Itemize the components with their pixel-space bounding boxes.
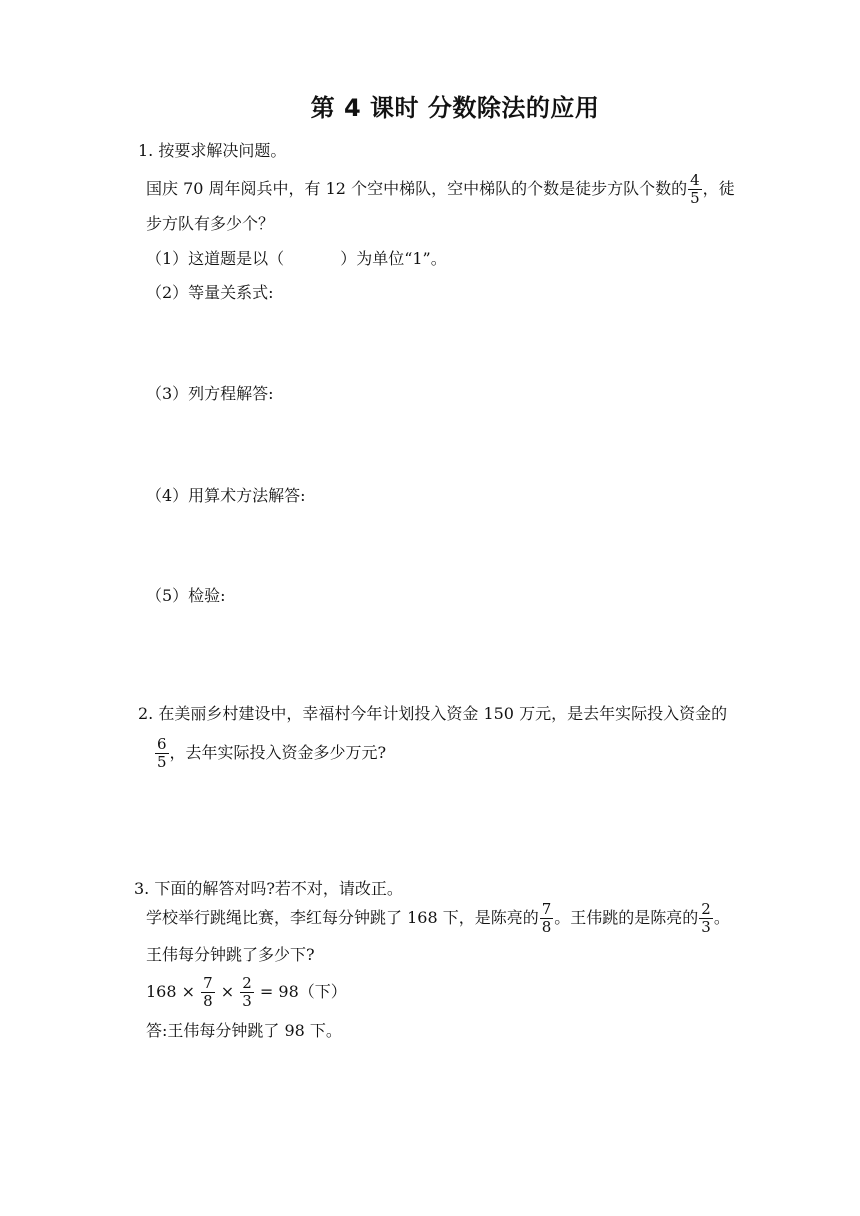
fraction-denominator: 8 [541, 918, 552, 936]
question-2-text: ，去年实际投入资金多少万元? [169, 743, 387, 762]
fraction-numerator: 4 [690, 171, 700, 189]
question-2-line-2 [154, 737, 386, 770]
fraction-seven-eighths [540, 902, 554, 935]
question-3-text-a: 学校举行跳绳比赛，李红每分钟跳了 168 下，是陈亮的 [146, 908, 539, 927]
question-3-problem-line-1 [146, 902, 730, 935]
fraction-denominator: 5 [157, 753, 167, 771]
fraction-six-fifths [155, 737, 169, 770]
fraction-denominator: 8 [203, 992, 213, 1010]
fraction-seven-eighths [201, 976, 215, 1009]
question-3-problem-line-2: 王伟每分钟跳了多少下? [146, 945, 315, 964]
fraction-four-fifths [688, 173, 702, 206]
calc-text-b: = 98（下） [259, 982, 347, 1001]
question-3-text-c: 。 [713, 908, 730, 927]
question-3-answer: 答:王伟每分钟跳了 98 下。 [146, 1021, 342, 1040]
calc-text-a: 168 × [146, 982, 196, 1001]
question-3-calculation [146, 976, 347, 1009]
question-1-sub-3: （3）列方程解答: [146, 384, 274, 403]
question-1-heading: 1. 按要求解决问题。 [138, 141, 287, 160]
fraction-numerator: 2 [701, 900, 711, 918]
fraction-numerator: 6 [157, 735, 167, 753]
fraction-denominator: 5 [690, 189, 700, 207]
fraction-two-thirds [699, 902, 713, 935]
fraction-numerator: 2 [242, 974, 252, 992]
question-1-sub-5: （5）检验: [146, 586, 226, 605]
question-1-text-a: 国庆 70 周年阅兵中，有 12 个空中梯队，空中梯队的个数是徒步方队个数的 [146, 179, 688, 198]
fraction-two-thirds [240, 976, 254, 1009]
fraction-numerator: 7 [203, 974, 213, 992]
question-1-problem-line-1 [146, 173, 735, 206]
question-3-text-b: 。王伟跳的是陈亮的 [554, 908, 699, 927]
question-1-sub-2: （2）等量关系式: [146, 283, 274, 302]
sub-1-text-b: ）为单位“1”。 [340, 249, 447, 268]
fraction-numerator: 7 [541, 900, 552, 918]
fraction-denominator: 3 [701, 918, 711, 936]
question-1-problem-line-2: 步方队有多少个？ [146, 214, 275, 233]
question-2-line-1: 2. 在美丽乡村建设中，幸福村今年计划投入资金 150 万元，是去年实际投入资金的 [138, 704, 728, 723]
fraction-denominator: 3 [242, 992, 252, 1010]
question-1-sub-1 [146, 248, 447, 270]
question-3-heading: 3. 下面的解答对吗?若不对，请改正。 [134, 879, 403, 898]
sub-1-text-a: （1）这道题是以（ [146, 249, 285, 268]
question-1-text-b: ，徒 [702, 179, 735, 198]
question-1-sub-4: （4）用算术方法解答: [146, 486, 306, 505]
page-title: 第 4 课时 分数除法的应用 [310, 94, 600, 122]
calc-times-sign: × [220, 982, 235, 1001]
